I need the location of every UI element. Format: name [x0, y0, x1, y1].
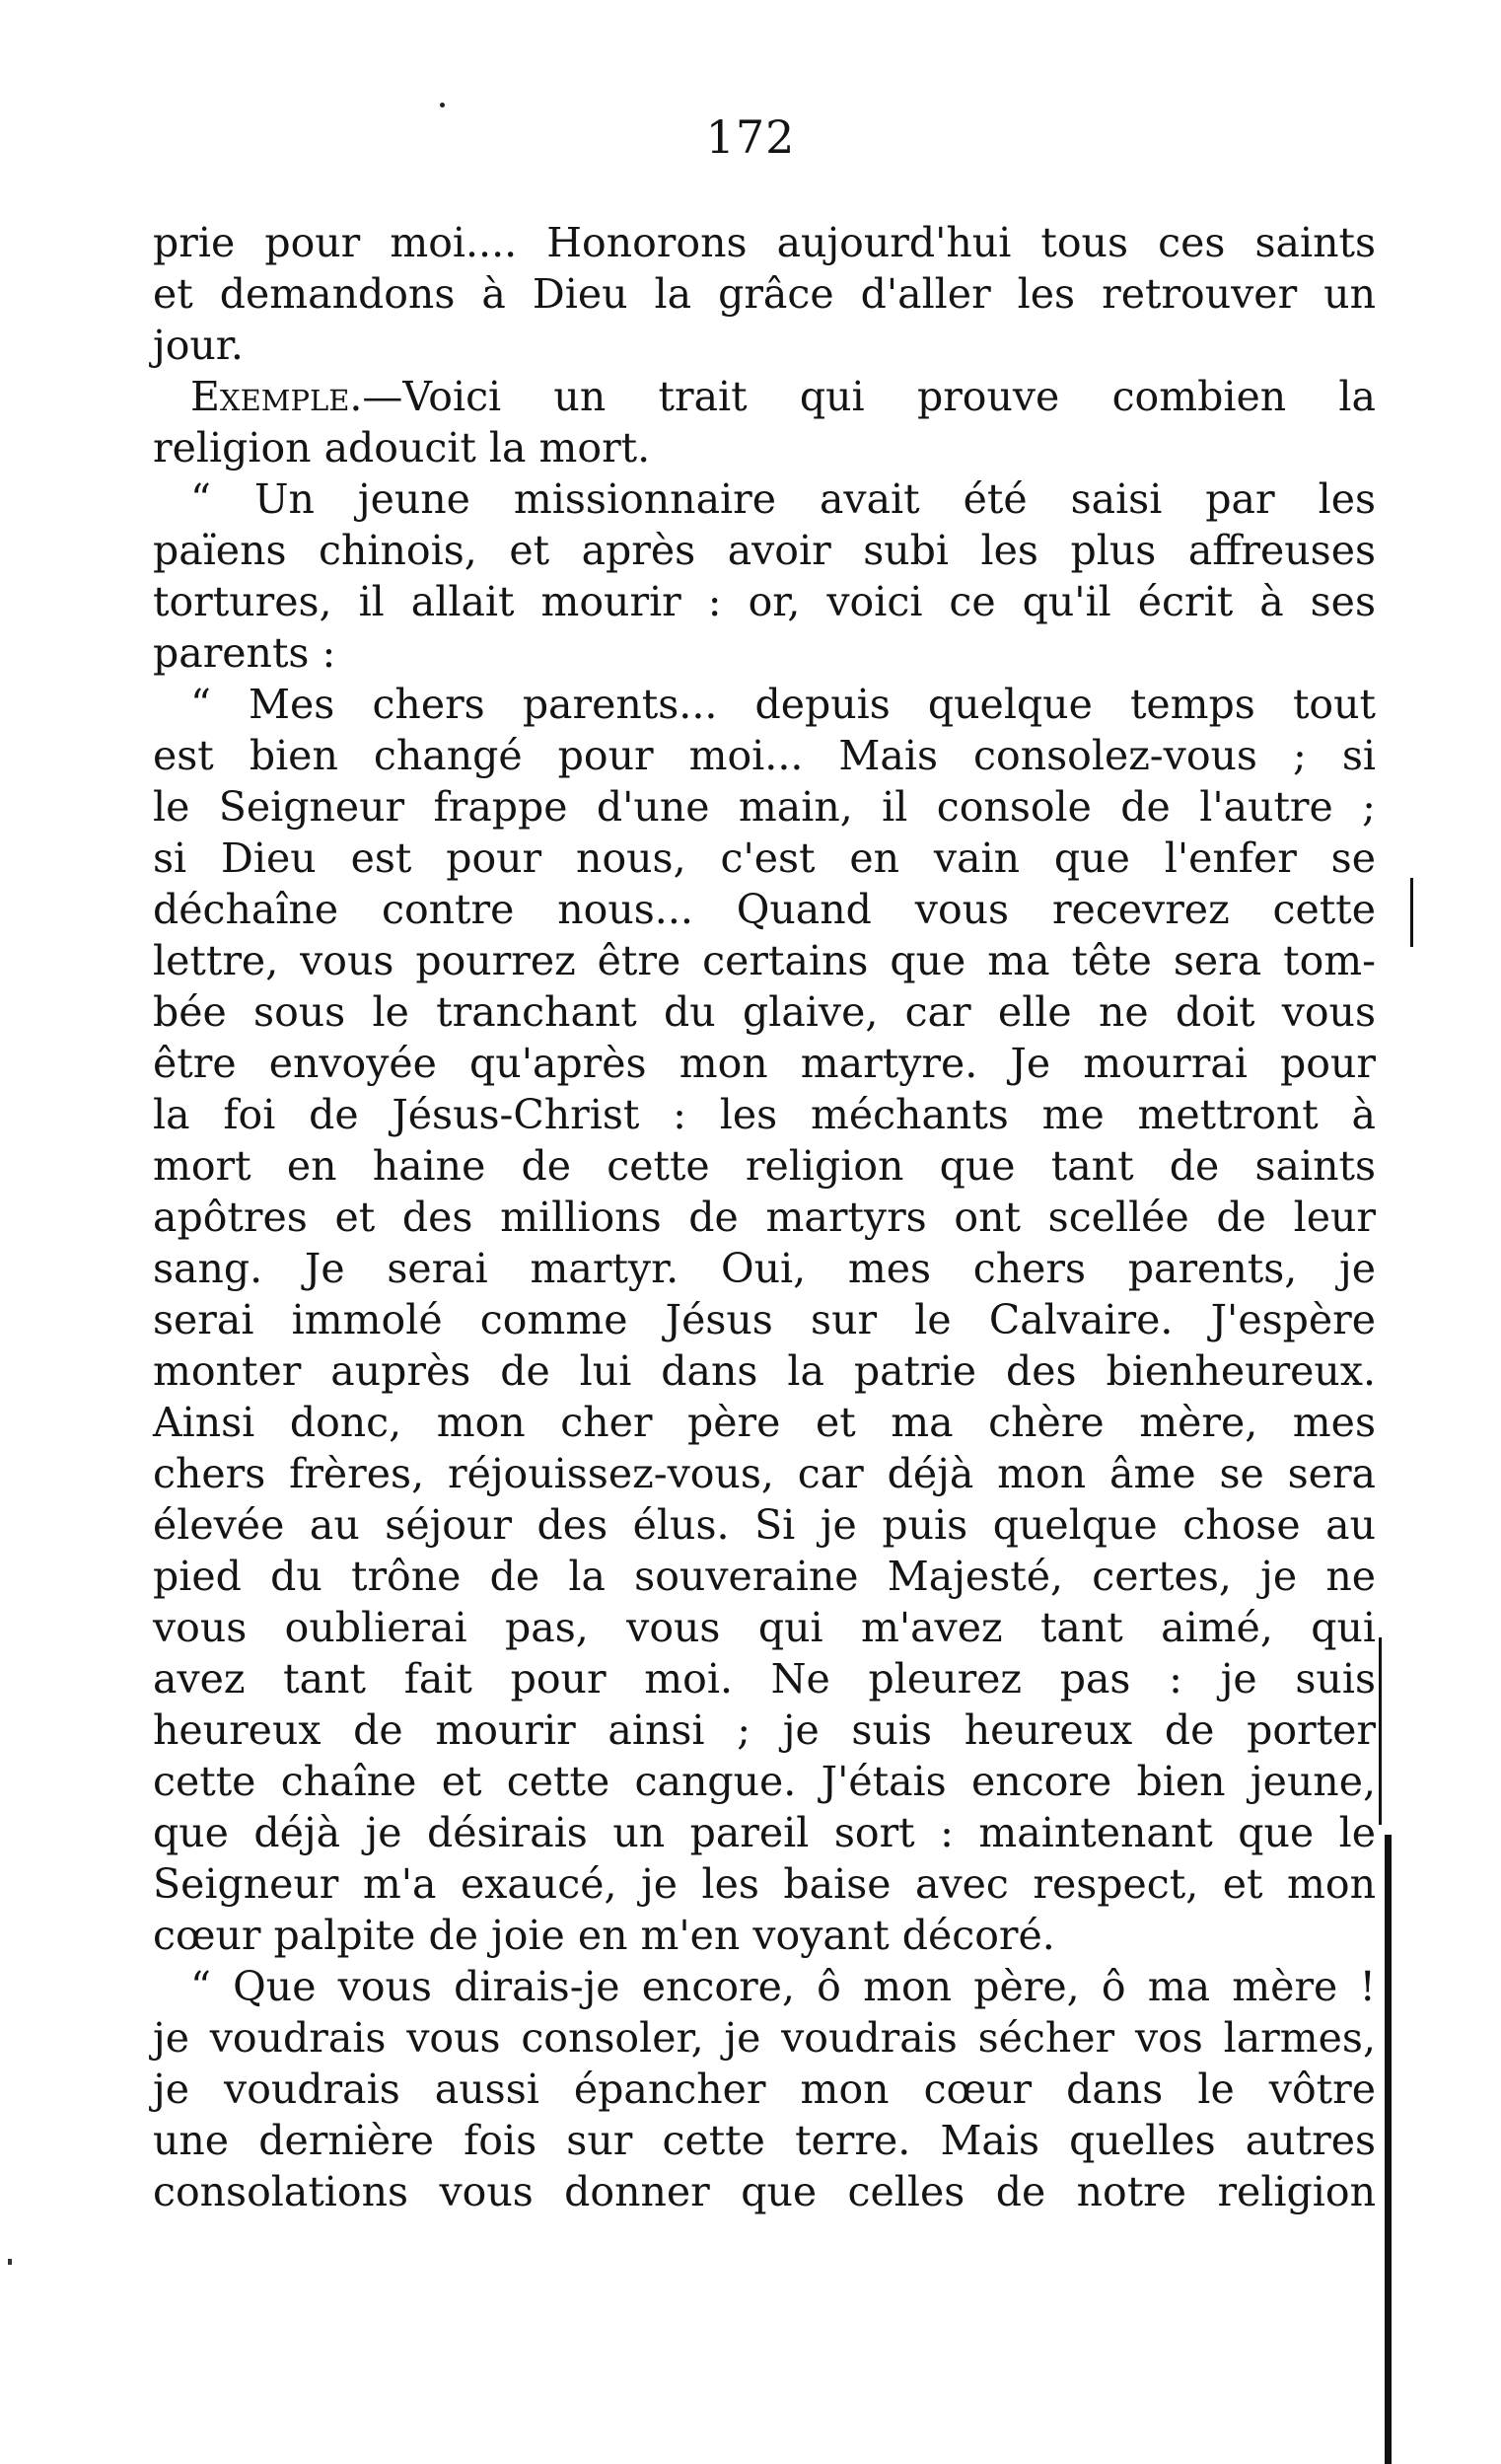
text-line: je voudrais aussi épancher mon cœur dans le vôtre	[153, 2065, 1376, 2113]
text-line: consolations vous donner que celles de notre religion	[153, 2168, 1376, 2215]
text-line: être envoyée qu'après mon martyre. Je mourrai pour	[153, 1040, 1376, 1087]
scan-edge-mark-upper	[1410, 878, 1413, 947]
scan-speck	[8, 2259, 12, 2265]
text-line: tortures, il allait mourir : or, voici ce qu'il écrit à ses	[153, 578, 1376, 625]
text-line: apôtres et des millions de martyrs ont scellée de leur	[153, 1194, 1376, 1241]
text-line: “ Un jeune missionnaire avait été saisi par les	[190, 475, 1376, 523]
text-line: élevée au séjour des élus. Si je puis quelque chose au	[153, 1501, 1376, 1549]
text-line: déchaîne contre nous... Quand vous recevrez cette	[153, 886, 1376, 933]
text-line: Seigneur m'a exaucé, je les baise avec respect, et mon	[153, 1860, 1376, 1908]
text-line: chers frères, réjouissez-vous, car déjà mon âme se sera	[153, 1450, 1376, 1497]
text-line: je voudrais vous consoler, je voudrais sécher vos larmes,	[153, 2014, 1376, 2062]
text-line: monter auprès de lui dans la patrie des bienheureux.	[153, 1347, 1376, 1395]
text-line: parents :	[153, 629, 336, 677]
text-line: prie pour moi.... Honorons aujourd'hui tous ces saints	[153, 219, 1376, 266]
stray-ink-dot	[440, 103, 445, 108]
text-line: mort en haine de cette religion que tant de saints	[153, 1142, 1376, 1190]
text-line: vous oublierai pas, vous qui m'avez tant aimé, qui	[153, 1604, 1376, 1651]
text-line: cœur palpite de joie en m'en voyant décoré.	[153, 1912, 1055, 1959]
text-line: Ainsi donc, mon cher père et ma chère mère, mes	[153, 1399, 1376, 1446]
text-line: serai immolé comme Jésus sur le Calvaire. J'espère	[153, 1296, 1376, 1343]
text-line: païens chinois, et après avoir subi les plus affreuses	[153, 527, 1376, 574]
text-line: cette chaîne et cette cangue. J'étais encore bien jeune,	[153, 1758, 1376, 1805]
text-line: bée sous le tranchant du glaive, car elle ne doit vous	[153, 988, 1376, 1036]
text-line: le Seigneur frappe d'une main, il console de l'autre ;	[153, 783, 1376, 831]
text-line: une dernière fois sur cette terre. Mais quelles autres	[153, 2117, 1376, 2164]
text-line: est bien changé pour moi... Mais consolez-vous ; si	[153, 732, 1376, 779]
text-line: religion adoucit la mort.	[153, 424, 651, 471]
text-line: que déjà je désirais un pareil sort : maintenant que le	[153, 1809, 1376, 1856]
text-line: la foi de Jésus-Christ : les méchants me mettront à	[153, 1091, 1376, 1138]
text-line: “ Mes chers parents... depuis quelque temps tout	[190, 681, 1376, 728]
text-line: pied du trône de la souveraine Majesté, certes, je ne	[153, 1553, 1376, 1600]
text-line: Exemple.—Voici un trait qui prouve combien la	[190, 373, 1376, 420]
text-line: lettre, vous pourrez être certains que ma tête sera tom-	[153, 937, 1376, 984]
text-line: jour.	[153, 322, 244, 369]
text-line: heureux de mourir ainsi ; je suis heureux de porter	[153, 1706, 1376, 1754]
scan-edge-bar	[1385, 1835, 1392, 2464]
body-text	[153, 217, 1376, 2217]
scan-edge-mark-middle	[1379, 1637, 1382, 1825]
text-line: “ Que vous dirais-je encore, ô mon père, ô ma mère !	[190, 1963, 1376, 2010]
text-line: sang. Je serai martyr. Oui, mes chers parents, je	[153, 1245, 1376, 1292]
example-heading: Exemple.	[190, 373, 363, 420]
text-line: si Dieu est pour nous, c'est en vain que l'enfer se	[153, 834, 1376, 882]
text-line: et demandons à Dieu la grâce d'aller les retrouver un	[153, 270, 1376, 318]
page-number: 172	[705, 110, 796, 164]
text-line: avez tant fait pour moi. Ne pleurez pas : je suis	[153, 1655, 1376, 1703]
